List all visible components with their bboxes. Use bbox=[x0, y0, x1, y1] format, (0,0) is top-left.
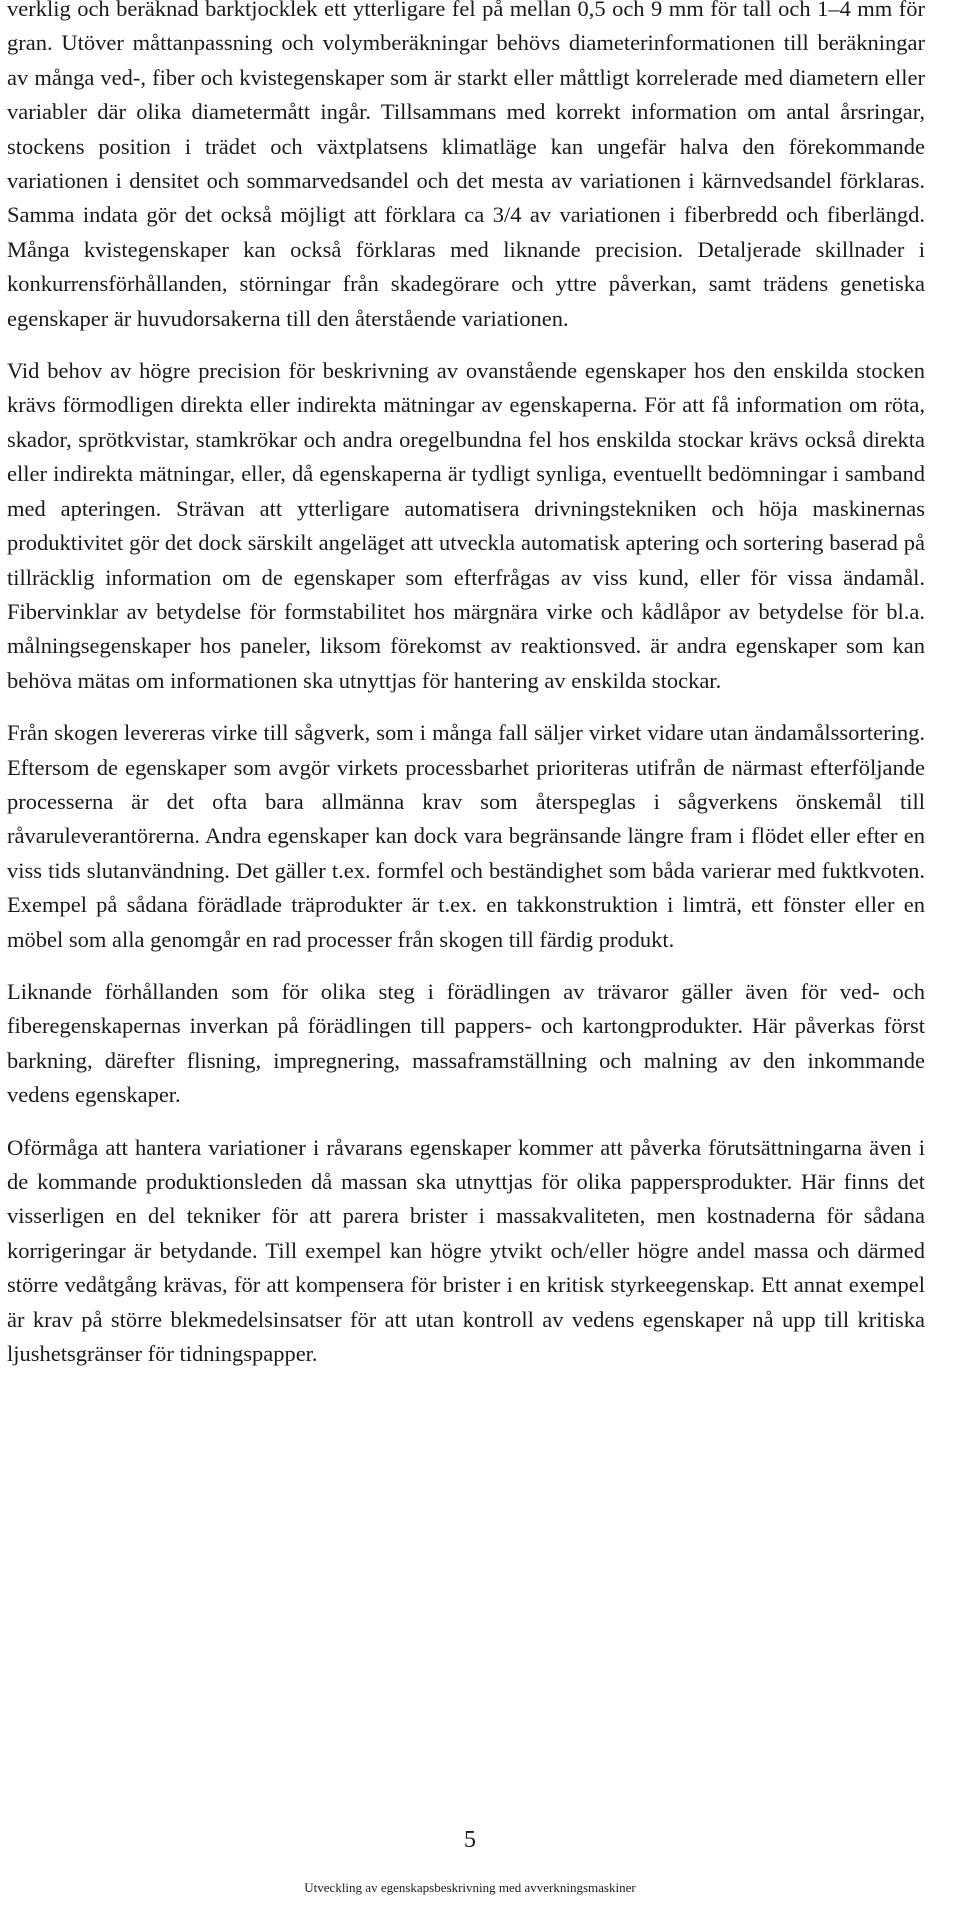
document-page bbox=[7, 0, 925, 1910]
body-paragraph-5: Oförmåga att hantera variationer i råvarans egenskaper kommer att påverka förutsättningarna även i de kommande produktionsleden då massan ska utnyttjas för olika pappersprodukter. Här finns det visserligen en del tekniker för att parera brister i massakvaliteten, men kostnaderna för sådana korrigeringar är betydande. Till exempel kan högre ytvikt och/eller högre andel massa och därmed större vedåtgång krävas, för att kompensera för brister i en kritisk styrkeegenskap. Ett annat exempel är krav på större blekmedelsinsatser för att utan kontroll av vedens egenskaper nå upp till kritiska ljushetsgränser för tidningspapper. bbox=[7, 1134, 925, 1367]
running-footer-title: Utveckling av egenskapsbeskrivning med avverkningsmaskiner bbox=[304, 1880, 636, 1895]
body-paragraph-4: Liknande förhållanden som för olika steg i förädlingen av trävaror gäller även för ved- och fiberegenskapernas inverkan på förädlingen till pappers- och kartongprodukter. Här påverkas först barkning, därefter flisning, impregnering, massaframställning och malning av den inkommande vedens egenskaper. bbox=[7, 978, 925, 1108]
page-number: 5 bbox=[464, 1827, 476, 1853]
body-paragraph-2: Vid behov av högre precision för beskrivning av ovanstående egenskaper hos den enskilda stocken krävs förmodligen direkta eller indirekta mätningar av egenskaperna. För att få information om röta, skador, sprötkvistar, stamkrökar och andra oregelbundna fel hos enskilda stockar krävs också direkta eller indirekta mätningar, eller, då egenskaperna är tydligt synliga, eventuellt bedömningar i samband med apteringen. Strävan att ytterligare automatisera drivningstekniken och höja maskinernas produktivitet gör det dock särskilt angeläget att utveckla automatisk aptering och sortering baserad på tillräcklig information om de egenskaper som efterfrågas av viss kund, eller för vissa ändamål. Fibervinklar av betydelse för formstabilitet hos märgnära virke och kådlåpor av betydelse för bl.a. målningsegenskaper hos paneler, liksom förekomst av reaktionsved. är andra egenskaper som kan behöva mätas om informationen ska utnyttjas för hantering av enskilda stockar. bbox=[7, 358, 925, 693]
body-paragraph-1: verklig och beräknad barktjocklek ett ytterligare fel på mellan 0,5 och 9 mm för tall och 1–4 mm för gran. Utöver måttanpassning och volymberäkningar behövs diameterinformationen till beräkningar av många ved-, fiber och kvistegenskaper som är starkt eller måttligt korrelerade med diametern eller variabler där olika diametermått ingår. Tillsammans med korrekt information om antal årsringar, stockens position i trädet och växtplatsens klimatläge kan ungefär halva den förekommande variationen i densitet och sommarvedsandel och det mesta av variationen i kärnvedsandel förklaras. Samma indata gör det också möjligt att förklara ca 3/4 av variationen i fiberbredd och fiberlängd. Många kvistegenskaper kan också förklaras med liknande precision. Detaljerade skillnader i konkurrensförhållanden, störningar från skadegörare och yttre påverkan, samt trädens genetiska egenskaper är huvudorsakerna till den återstående variationen. bbox=[7, 0, 925, 331]
body-paragraph-3: Från skogen levereras virke till sågverk, som i många fall säljer virket vidare utan ändamålssortering. Eftersom de egenskaper som avgör virkets processbarhet prioriteras utifrån de närmast efterföljande processerna är det ofta bara allmänna krav som återspeglas i sågverkens önskemål till råvaruleverantörerna. Andra egenskaper kan dock vara begränsande längre fram i flödet eller efter en viss tids slutanvändning. Det gäller t.ex. formfel och beständighet som båda varierar med fuktkvoten. Exempel på sådana förädlade träprodukter är t.ex. en takkonstruktion i limträ, ett fönster eller en möbel som alla genomgår en rad processer från skogen till färdig produkt. bbox=[7, 720, 925, 952]
